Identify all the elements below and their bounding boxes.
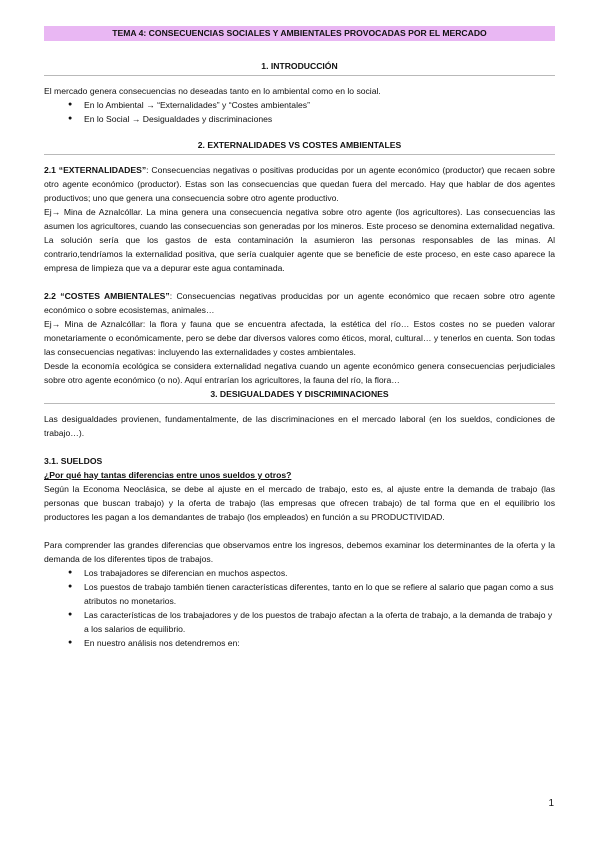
section-2-title: 2. EXTERNALIDADES VS COSTES AMBIENTALES <box>197 140 402 150</box>
costes-label: 2.2 “COSTES AMBIENTALES” <box>44 291 170 301</box>
page-number: 1 <box>548 798 554 809</box>
sueldos-answer: Según la Economa Neoclásica, se debe al ajuste en el mercado de trabajo, esto es, al ajuste entre la demanda de trabajo (las personas que buscan trabajo) y la oferta de trabajo (las empresas que ofrecen trabajo) de tal forma que en el equilibrio los productores les pagan a los demandantes de trabajo (los empleados) en función a su PRODUCTIVIDAD. <box>44 484 555 522</box>
list-item: ● En nuestro análisis nos detendremos en: <box>84 636 555 650</box>
externalidades-label: 2.1 “EXTERNALIDADES” <box>44 165 147 175</box>
desigualdades-paragraph: Las desigualdades provienen, fundamentalmente, de las discriminaciones en el mercado laboral (en los sueldos, condiciones de trabajo…). <box>44 414 555 438</box>
externalidades-paragraph: 2.1 “EXTERNALIDADES”: Consecuencias negativas o positivas producidas por un agente económico (productor) que recaen sobre otro agente económico (productor). Estas son las consecuencias que quedan fuera del mercado. Hay que hablar de dos agentes productivos; uno que genera una consecuencia sobre otro agente productivo. <box>44 165 555 203</box>
section-1-title: 1. INTRODUCCIÓN <box>261 61 338 71</box>
divider <box>44 403 555 404</box>
sueldos-title: 3.1. SUELDOS <box>44 456 103 466</box>
intro-paragraph: El mercado genera consecuencias no deseadas tanto en lo ambiental como en lo social. <box>44 86 381 96</box>
sueldos-question: ¿Por qué hay tantas diferencias entre unos sueldos y otros? <box>44 470 292 480</box>
list-item: ● Los trabajadores se diferencian en muchos aspectos. <box>84 566 555 580</box>
intro-list <box>44 98 555 126</box>
economia-ecologica-paragraph: Desde la economía ecológica se considera externalidad negativa cuando un agente económico genera consecuencias perjudiciales sobre otro agente económico (o no). Aquí entrarían los agricultores, la fauna del río, la flora… <box>44 361 555 385</box>
costes-example: Ej→ Mina de Aznalcóllar: la flora y fauna que se encuentra afectada, la estética del río… Estos costes no se pueden valorar monetariamente o económicamente, pero se debe dar diversos valores como éticos, moral, cultural… y tenerlos en cuenta. Son todas las consecuencias negativas: incluyendo las externalidades y costes ambientales. <box>44 319 555 357</box>
list-item: ● Los puestos de trabajo también tienen características diferentes, tanto en lo que se refiere al salario que pagan como a sus atributos no monetarios. <box>84 580 555 608</box>
determinantes-paragraph: Para comprender las grandes diferencias que observamos entre los ingresos, debemos examinar los determinantes de la oferta y la demanda de los diferentes tipos de trabajos. <box>44 540 555 564</box>
externalidades-example: Ej→ Mina de Aznalcóllar. La mina genera una consecuencia negativa sobre otro agente (los agricultores). Las consecuencias las asumen los agricultores, cuando las consecuencias son generadas por los mineros. Este proceso se denomina externalidad negativa. La solución sería que los gastos de esta contaminación la asumieron las personas responsables de las minas. Al contrario,tendríamos la externalidad positiva, que sería cualquier agente que se beneficie de este proceso, en este caso aparece la empresa de limpieza que va a depurar este agua contaminada. <box>44 207 555 273</box>
divider <box>44 75 555 76</box>
determinantes-list <box>44 566 555 650</box>
list-item: ● Las características de los trabajadores y de los puestos de trabajo afectan a la oferta de trabajo, a la demanda de trabajo y a los salarios de equilibrio. <box>84 608 555 636</box>
costes-paragraph: 2.2 “COSTES AMBIENTALES”: Consecuencias negativas producidas por un agente económico que recaen sobre otro agente económico o sobre ecosistemas, animales… <box>44 291 555 315</box>
chapter-banner: TEMA 4: CONSECUENCIAS SOCIALES Y AMBIENTALES PROVOCADAS POR EL MERCADO <box>44 26 555 41</box>
divider <box>44 154 555 155</box>
section-3-title: 3. DESIGUALDADES Y DISCRIMINACIONES <box>210 389 389 399</box>
document-page <box>44 26 555 650</box>
list-item: ● En lo Ambiental → “Externalidades” y “Costes ambientales” <box>84 98 555 112</box>
list-item: ● En lo Social → Desigualdades y discriminaciones <box>84 112 555 126</box>
